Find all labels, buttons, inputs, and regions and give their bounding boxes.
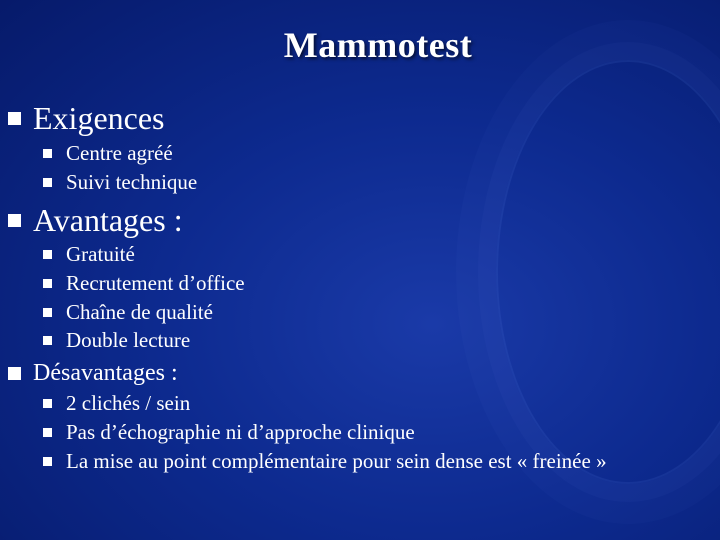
list-item xyxy=(43,328,190,352)
slide-title: Mammotest xyxy=(283,25,473,65)
list-item xyxy=(43,300,213,324)
square-bullet-icon xyxy=(43,399,52,408)
square-bullet-icon xyxy=(8,112,21,125)
list-item xyxy=(43,271,245,295)
square-bullet-icon xyxy=(8,367,21,380)
list-item-label: Double lecture xyxy=(66,328,191,352)
list-item-label: La mise au point complémentaire pour sein dense est « freinée » xyxy=(66,449,607,473)
list-item xyxy=(43,141,173,165)
square-bullet-icon xyxy=(43,308,52,317)
square-bullet-icon xyxy=(43,336,52,345)
square-bullet-icon xyxy=(8,214,21,227)
list-item xyxy=(43,242,135,266)
square-bullet-icon xyxy=(43,250,52,259)
list-item-label: Gratuité xyxy=(66,242,135,266)
list-item-label: Centre agréé xyxy=(66,141,173,165)
background-swirl-decoration xyxy=(496,60,720,484)
list-item-label: Chaîne de qualité xyxy=(66,300,213,324)
square-bullet-icon xyxy=(43,149,52,158)
section-heading-desavantages xyxy=(8,356,178,390)
list-item xyxy=(43,420,415,444)
square-bullet-icon xyxy=(43,178,52,187)
section-heading-label: Désavantages : xyxy=(33,360,178,386)
list-item xyxy=(43,391,190,415)
square-bullet-icon xyxy=(43,428,52,437)
list-item-label: Suivi technique xyxy=(66,170,198,194)
list-item-label: 2 clichés / sein xyxy=(66,391,191,415)
section-heading-label: Exigences xyxy=(33,100,165,136)
section-heading-avantages xyxy=(8,203,183,237)
section-heading-exigences xyxy=(8,101,165,135)
square-bullet-icon xyxy=(43,279,52,288)
list-item-label: Pas d’échographie ni d’approche clinique xyxy=(66,420,415,444)
list-item-label: Recrutement d’office xyxy=(66,271,245,295)
list-item xyxy=(43,449,607,473)
list-item xyxy=(43,170,197,194)
section-heading-label: Avantages : xyxy=(33,202,183,238)
square-bullet-icon xyxy=(43,457,52,466)
